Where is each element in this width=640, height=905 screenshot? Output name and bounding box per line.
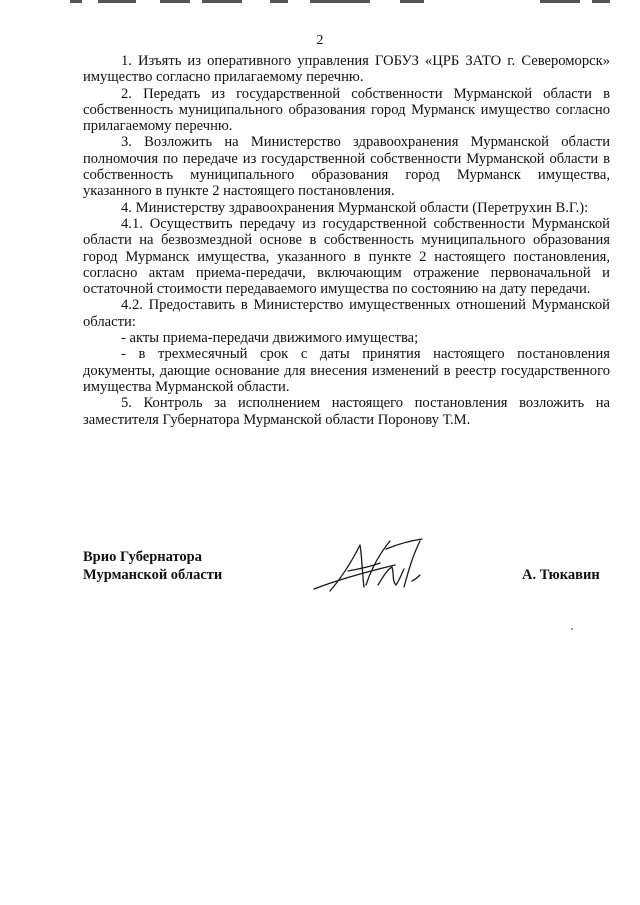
signatory-title — [83, 548, 222, 584]
signatory-title-line-1: Врио Губернатора — [83, 549, 202, 565]
paragraph-item-5: 5. Контроль за исполнением настоящего постановления возложить на заместителя Губернатора Мурманской области Поронову Т.М. — [83, 395, 610, 428]
paragraph-item-4-1: 4.1. Осуществить передачу из государственной собственности Мурманской области на безвозмездной основе в собственность муниципального образования город Мурманск имущества, указанного в пункте 2 настоящего постановления, согласно актам приема-передачи, включающим отражение первоначальной и остаточной стоимости передаваемого имущества по состоянию на дату передачи. — [83, 215, 610, 298]
handwritten-signature — [300, 527, 440, 607]
scan-speck — [571, 628, 573, 630]
signatory-title-line-2: Мурманской области — [83, 567, 223, 583]
paragraph-item-3: 3. Возложить на Министерство здравоохранения Мурманской области полномочия по передаче из государственной собственности Мурманской области в собственность муниципального образования город Мурманск имущества, указанного в пункте 2 настоящего постановления. — [83, 134, 610, 200]
signatory-name: А. Тюкавин — [522, 567, 600, 583]
paragraph-subitem-documents: - в трехмесячный срок с даты принятия настоящего постановления документы, дающие основание для внесения изменений в реестр государственного имущества Мурманской области. — [83, 346, 610, 395]
paragraph-subitem-acts: - акты приема-передачи движимого имущества; — [121, 330, 419, 347]
paragraph-item-2: 2. Передать из государственной собственности Мурманской области в собственность муниципального образования город Мурманск имущество согласно прилагаемому перечню. — [83, 85, 610, 135]
paragraph-item-4: 4. Министерству здравоохранения Мурманской области (Перетрухин В.Г.): — [121, 199, 589, 216]
scan-edge-artifact — [70, 0, 610, 6]
page-number: 2 — [316, 33, 324, 48]
paragraph-item-1: 1. Изъять из оперативного управления ГОБУЗ «ЦРБ ЗАТО г. Североморск» имущество согласно прилагаемому перечню. — [83, 53, 610, 86]
document-body — [83, 53, 610, 428]
paragraph-item-4-2: 4.2. Предоставить в Министерство имущественных отношений Мурманской области: — [83, 297, 610, 330]
